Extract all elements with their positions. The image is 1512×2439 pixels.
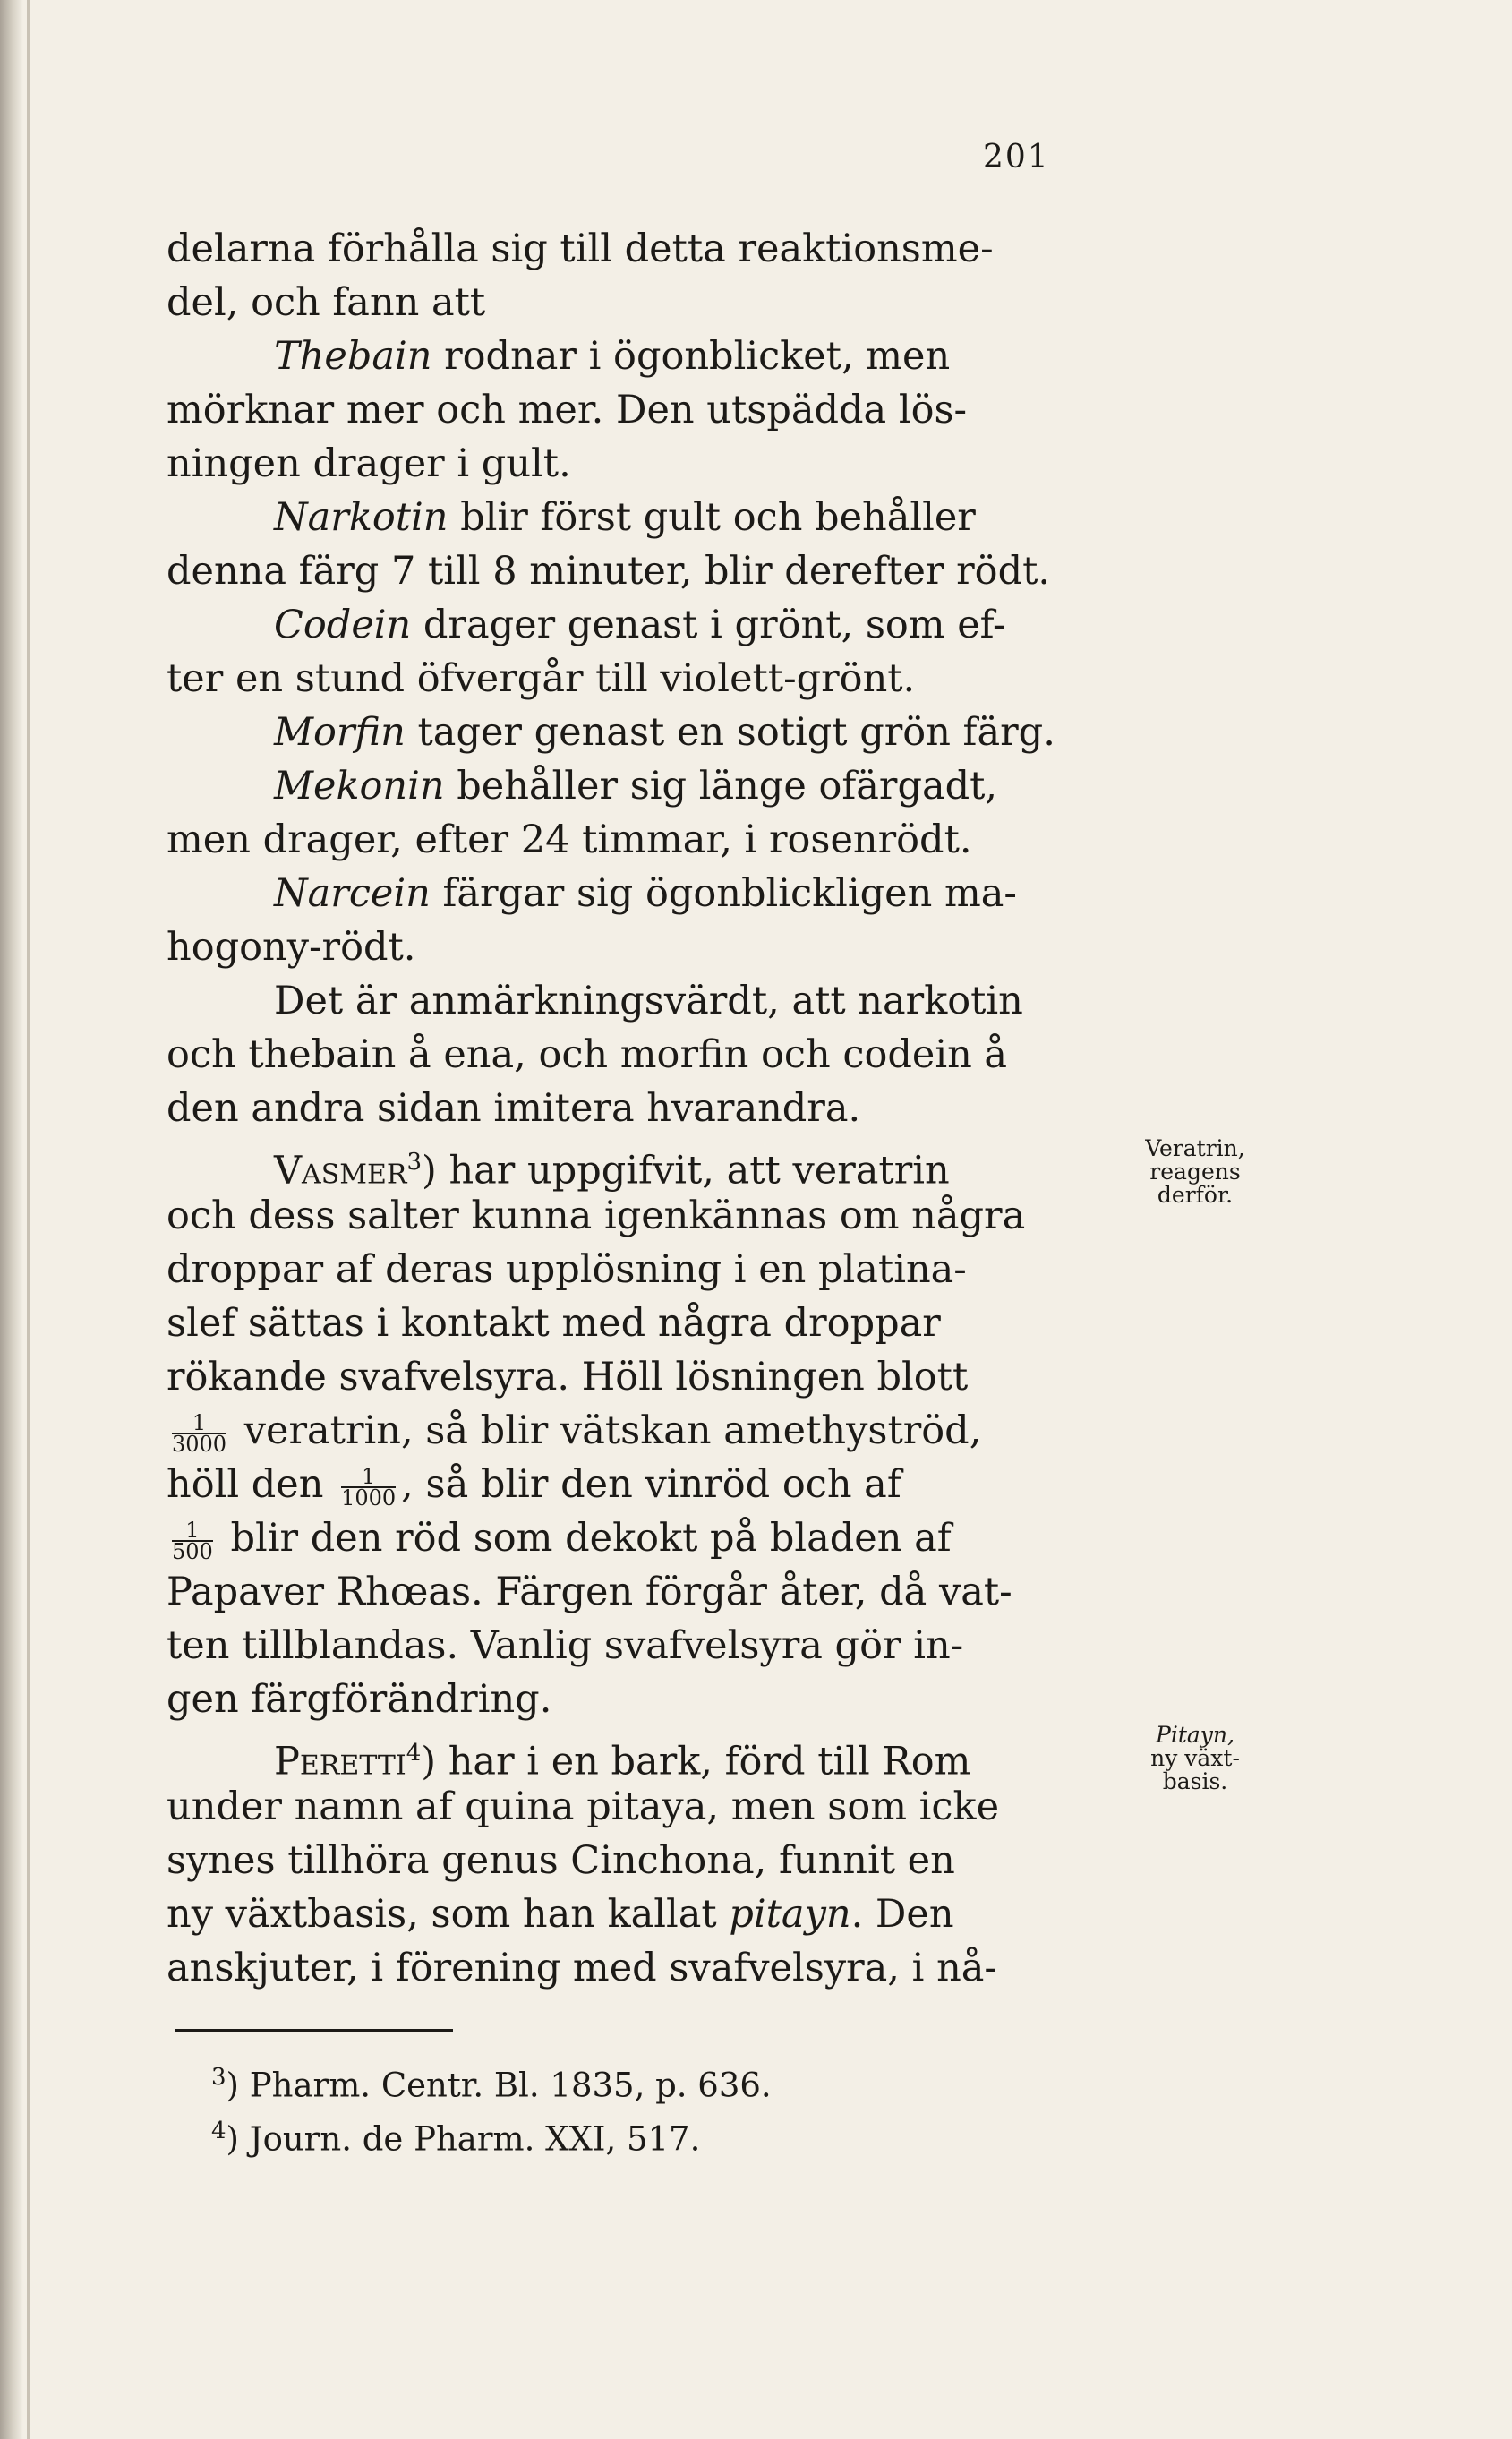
text-line: anskjuter, i förening med svafvelsyra, i nå- — [167, 1946, 997, 1990]
text-line: ten tillblandas. Vanlig svafvelsyra gör in- — [167, 1623, 964, 1668]
text-line: den andra sidan imitera hvarandra. — [167, 1086, 861, 1131]
text-line — [167, 1458, 1115, 1511]
footnote-mark: 3 — [211, 2064, 226, 2091]
fraction-numerator: 1 — [341, 1467, 396, 1488]
footnote-text: ) Journ. de Pharm. XXI, 517. — [226, 2119, 701, 2159]
text-line: hogony-rödt. — [167, 925, 416, 970]
text-line — [167, 329, 1115, 383]
line-text: behåller sig länge ofärgadt, — [444, 764, 998, 809]
margin-note-line: Veratrin, — [1145, 1135, 1245, 1161]
text-line — [167, 1511, 1115, 1565]
text-line: men drager, efter 24 timmar, i rosenrödt. — [167, 817, 972, 862]
text-line — [167, 491, 1115, 544]
fraction-numerator: 1 — [172, 1413, 226, 1434]
substance-name: Morfin — [274, 710, 406, 755]
text-line: synes tillhöra genus Cinchona, funnit en — [167, 1838, 955, 1883]
line-text: ) har uppgifvit, att veratrin — [422, 1148, 950, 1194]
text-line — [167, 867, 1115, 920]
fraction-denominator: 1000 — [341, 1485, 397, 1510]
text-line: denna färg 7 till 8 minuter, blir derefter rödt. — [167, 549, 1051, 594]
footnote-text: ) Pharm. Centr. Bl. 1835, p. 636. — [226, 2066, 772, 2105]
margin-note-line: derför. — [1157, 1182, 1234, 1208]
line-text: tager genast en sotigt grön färg. — [405, 710, 1055, 755]
substance-name: Narcein — [274, 871, 431, 916]
margin-note-line: ny växt- — [1150, 1745, 1240, 1771]
text-line — [167, 1135, 1115, 1194]
line-text: drager genast i grönt, som ef- — [411, 603, 1006, 647]
margin-note-line: Pitayn, — [1156, 1722, 1234, 1748]
footnote-ref: 4 — [406, 1740, 422, 1767]
text-line: del, och fann att — [167, 280, 486, 325]
text-line: delarna förhålla sig till detta reaktionsme- — [167, 227, 994, 271]
text-line: slef sättas i kontakt med några droppar — [167, 1301, 941, 1346]
text-line — [167, 1887, 1115, 1941]
text-line: rökande svafvelsyra. Höll lösningen blott — [167, 1355, 969, 1399]
page-number: 201 — [983, 139, 1050, 175]
body-text — [167, 222, 1115, 1995]
margin-note-line: basis. — [1162, 1768, 1228, 1794]
fraction — [172, 1520, 213, 1562]
line-text: . Den — [850, 1892, 954, 1937]
line-text: färgar sig ögonblickligen ma- — [430, 871, 1017, 916]
line-text: , så blir den vinröd och af — [401, 1462, 901, 1507]
text-line: under namn af quina pitaya, men som icke — [167, 1784, 1000, 1829]
substance-name: Mekonin — [274, 764, 445, 809]
text-line: och dess salter kunna igenkännas om några — [167, 1194, 1026, 1238]
footnote — [211, 2050, 772, 2104]
text-line — [167, 598, 1115, 652]
fraction-numerator: 1 — [172, 1520, 213, 1542]
text-line: gen färgförändring. — [167, 1677, 552, 1722]
text-line: ningen drager i gult. — [167, 441, 571, 486]
line-text: ny växtbasis, som han kallat — [167, 1892, 730, 1937]
page-binding-edge — [0, 0, 23, 2439]
text-line: ter en stund öfvergår till violett-grönt. — [167, 656, 916, 701]
fraction — [172, 1410, 227, 1457]
fraction-denominator: 3000 — [172, 1432, 227, 1457]
margin-note-veratrin — [1128, 1137, 1262, 1207]
line-text: blir först gult och behåller — [448, 495, 976, 540]
page-edge-line — [27, 0, 30, 2439]
substance-name: pitayn — [729, 1892, 851, 1937]
footnote-mark: 4 — [211, 2118, 226, 2144]
text-line — [167, 1404, 1115, 1458]
margin-note-pitayn — [1128, 1724, 1262, 1793]
footnotes — [211, 2050, 772, 2158]
fraction — [341, 1464, 397, 1510]
author-name: Peretti — [274, 1739, 406, 1784]
text-line: och thebain å ena, och morfin och codein å — [167, 1032, 1008, 1077]
author-name: Vasmer — [274, 1148, 407, 1194]
line-text: höll den — [167, 1462, 337, 1507]
text-line — [167, 1726, 1115, 1784]
footnote-divider — [175, 2029, 453, 2032]
text-line — [167, 759, 1115, 813]
line-text: veratrin, så blir vätskan amethyströd, — [232, 1408, 982, 1453]
text-line — [167, 706, 1115, 759]
line-text: ) har i en bark, förd till Rom — [421, 1739, 971, 1784]
line-text: blir den röd som dekokt på bladen af — [218, 1516, 952, 1561]
footnote-ref: 3 — [406, 1149, 423, 1176]
substance-name: Codein — [274, 603, 412, 647]
margin-note-line: reagens — [1149, 1159, 1241, 1185]
text-line: droppar af deras upplösning i en platina- — [167, 1247, 967, 1292]
footnote — [211, 2104, 772, 2158]
substance-name: Thebain — [274, 334, 432, 379]
line-text: rodnar i ögonblicket, men — [431, 334, 951, 379]
fraction-denominator: 500 — [172, 1539, 213, 1564]
substance-name: Narkotin — [274, 495, 448, 540]
text-line: mörknar mer och mer. Den utspädda lös- — [167, 388, 968, 432]
text-line: Det är anmärkningsvärdt, att narkotin — [274, 979, 1023, 1023]
text-line: Papaver Rhœas. Färgen förgår åter, då vat- — [167, 1570, 1012, 1614]
